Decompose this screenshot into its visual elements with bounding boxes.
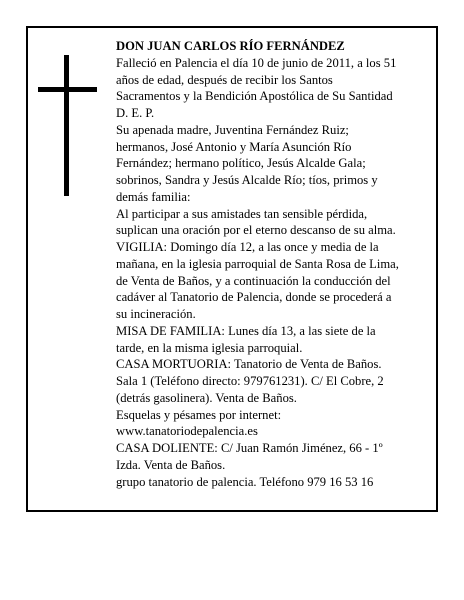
notice-line: Esquelas y pésames por internet: xyxy=(116,407,282,422)
deceased-name: DON JUAN CARLOS RÍO FERNÁNDEZ xyxy=(116,39,345,53)
notice-line: Fernández; hermano político, Jesús Alcalde Gala; xyxy=(116,156,366,171)
notice-line: tarde, en la misma iglesia parroquial. xyxy=(116,340,303,355)
cross-vertical-bar xyxy=(64,55,69,196)
notice-line: años de edad, después de recibir los Santos xyxy=(116,72,333,87)
notice-line: D. E. P. xyxy=(116,106,155,120)
notice-line: Falleció en Palencia el día 10 de junio de 2011, a los 51 xyxy=(116,55,397,70)
notice-line: CASA MORTUORIA: Tanatorio de Venta de Baños. xyxy=(116,357,382,372)
notice-line: su incineración. xyxy=(116,307,196,321)
notice-line: www.tanatoriodepalencia.es xyxy=(116,424,258,439)
notice-line: de Venta de Baños, y a continuación la conducción del xyxy=(116,273,391,288)
notice-line: cadáver al Tanatorio de Palencia, donde se procederá a xyxy=(116,290,392,305)
notice-line: Sala 1 (Teléfono directo: 979761231). C/ El Cobre, 2 xyxy=(116,374,384,388)
notice-line: (detrás gasolinera). Venta de Baños. xyxy=(116,390,297,405)
notice-line: mañana, en la iglesia parroquial de Santa Rosa de Lima, xyxy=(116,256,399,271)
notice-line: VIGILIA: Domingo día 12, a las once y media de la xyxy=(116,240,379,254)
obituary-text-block xyxy=(116,38,430,490)
notice-line: suplican una oración por el eterno descanso de su alma. xyxy=(116,223,396,238)
notice-line: CASA DOLIENTE: C/ Juan Ramón Jiménez, 66 - 1º xyxy=(116,441,383,455)
notice-line: Izda. Venta de Baños. xyxy=(116,457,226,472)
notice-line: grupo tanatorio de palencia. Teléfono 979 16 53 16 xyxy=(116,474,374,489)
notice-line: Al participar a sus amistades tan sensible pérdida, xyxy=(116,206,368,221)
notice-line: hermanos, José Antonio y María Asunción Río xyxy=(116,139,352,154)
notice-line: Su apenada madre, Juventina Fernández Ruiz; xyxy=(116,122,349,137)
notice-line: Sacramentos y la Bendición Apostólica de Su Santidad xyxy=(116,89,393,104)
notice-line: sobrinos, Sandra y Jesús Alcalde Río; tíos, primos y xyxy=(116,173,378,187)
cross-horizontal-bar xyxy=(38,87,97,92)
notice-line: MISA DE FAMILIA: Lunes día 13, a las siete de la xyxy=(116,323,376,338)
notice-line: demás familia: xyxy=(116,189,191,204)
